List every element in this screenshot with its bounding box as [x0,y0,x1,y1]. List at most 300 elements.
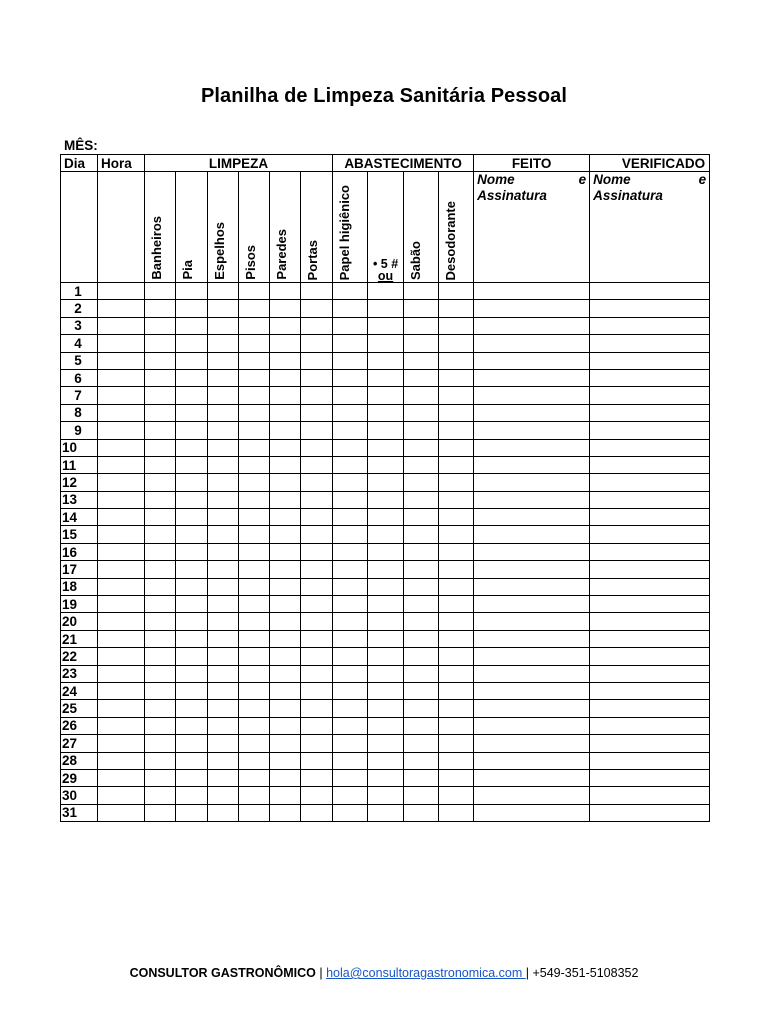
table-cell[interactable] [404,804,439,821]
table-cell[interactable] [145,491,176,508]
table-cell[interactable] [208,613,239,630]
table-cell[interactable] [270,787,301,804]
table-cell[interactable] [208,317,239,334]
table-cell[interactable] [368,543,404,560]
table-cell[interactable] [176,543,208,560]
table-cell[interactable] [270,578,301,595]
table-cell[interactable] [404,283,439,300]
table-cell[interactable] [439,717,474,734]
table-cell[interactable] [208,474,239,491]
table-cell[interactable] [439,474,474,491]
table-cell[interactable] [301,352,333,369]
table-cell[interactable] [368,630,404,647]
table-cell[interactable] [333,804,368,821]
table-cell[interactable] [368,335,404,352]
table-cell[interactable] [98,300,145,317]
table-cell[interactable] [590,352,710,369]
table-cell[interactable] [368,561,404,578]
table-cell[interactable] [208,422,239,439]
table-cell[interactable] [439,752,474,769]
table-cell[interactable] [208,787,239,804]
table-cell[interactable] [439,769,474,786]
table-cell[interactable] [404,335,439,352]
table-cell[interactable] [301,700,333,717]
table-cell[interactable] [176,300,208,317]
table-cell[interactable] [404,717,439,734]
table-cell[interactable] [176,491,208,508]
table-cell[interactable] [145,769,176,786]
table-cell[interactable] [145,717,176,734]
table-cell[interactable] [439,804,474,821]
table-cell[interactable] [208,561,239,578]
table-cell[interactable] [474,456,590,473]
table-cell[interactable] [176,387,208,404]
table-cell[interactable] [439,352,474,369]
table-cell[interactable] [176,335,208,352]
table-cell[interactable] [98,439,145,456]
table-cell[interactable] [239,317,270,334]
table-cell[interactable] [474,404,590,421]
table-cell[interactable] [239,700,270,717]
table-cell[interactable] [239,665,270,682]
table-cell[interactable] [474,422,590,439]
table-cell[interactable] [98,596,145,613]
table-cell[interactable] [439,700,474,717]
table-cell[interactable] [239,300,270,317]
table-cell[interactable] [404,630,439,647]
table-cell[interactable] [404,769,439,786]
table-cell[interactable] [439,578,474,595]
table-cell[interactable] [208,526,239,543]
table-cell[interactable] [301,283,333,300]
table-cell[interactable] [333,596,368,613]
table-cell[interactable] [176,422,208,439]
table-cell[interactable] [270,735,301,752]
table-cell[interactable] [208,283,239,300]
table-cell[interactable] [98,387,145,404]
table-cell[interactable] [590,804,710,821]
table-cell[interactable] [590,439,710,456]
table-cell[interactable] [368,613,404,630]
table-cell[interactable] [98,682,145,699]
table-cell[interactable] [176,578,208,595]
table-cell[interactable] [176,369,208,386]
table-cell[interactable] [404,578,439,595]
table-cell[interactable] [474,439,590,456]
table-cell[interactable] [301,474,333,491]
table-cell[interactable] [208,578,239,595]
table-cell[interactable] [239,352,270,369]
table-cell[interactable] [301,317,333,334]
table-cell[interactable] [145,735,176,752]
table-cell[interactable] [270,648,301,665]
table-cell[interactable] [239,648,270,665]
table-cell[interactable] [98,648,145,665]
table-cell[interactable] [333,578,368,595]
table-cell[interactable] [439,439,474,456]
table-cell[interactable] [145,543,176,560]
table-cell[interactable] [404,613,439,630]
table-cell[interactable] [439,526,474,543]
table-cell[interactable] [333,491,368,508]
table-cell[interactable] [368,735,404,752]
table-cell[interactable] [208,404,239,421]
table-cell[interactable] [474,387,590,404]
table-cell[interactable] [333,369,368,386]
table-cell[interactable] [368,439,404,456]
table-cell[interactable] [333,648,368,665]
table-cell[interactable] [333,335,368,352]
table-cell[interactable] [145,804,176,821]
table-cell[interactable] [590,769,710,786]
table-cell[interactable] [239,561,270,578]
table-cell[interactable] [590,578,710,595]
table-cell[interactable] [270,561,301,578]
table-cell[interactable] [239,439,270,456]
table-cell[interactable] [439,682,474,699]
table-cell[interactable] [98,578,145,595]
table-cell[interactable] [208,300,239,317]
table-cell[interactable] [590,404,710,421]
table-cell[interactable] [590,787,710,804]
table-cell[interactable] [98,526,145,543]
table-cell[interactable] [208,630,239,647]
table-cell[interactable] [145,613,176,630]
table-cell[interactable] [145,596,176,613]
table-cell[interactable] [239,387,270,404]
table-cell[interactable] [404,596,439,613]
table-cell[interactable] [270,769,301,786]
table-cell[interactable] [404,456,439,473]
table-cell[interactable] [176,665,208,682]
table-cell[interactable] [239,630,270,647]
table-cell[interactable] [474,752,590,769]
table-cell[interactable] [145,752,176,769]
table-cell[interactable] [333,526,368,543]
table-cell[interactable] [590,456,710,473]
table-cell[interactable] [270,369,301,386]
table-cell[interactable] [474,665,590,682]
table-cell[interactable] [270,596,301,613]
table-cell[interactable] [439,648,474,665]
table-cell[interactable] [301,369,333,386]
table-cell[interactable] [333,422,368,439]
table-cell[interactable] [333,300,368,317]
table-cell[interactable] [404,543,439,560]
table-cell[interactable] [176,317,208,334]
table-cell[interactable] [404,665,439,682]
table-cell[interactable] [145,283,176,300]
table-cell[interactable] [368,317,404,334]
table-cell[interactable] [270,665,301,682]
table-cell[interactable] [590,717,710,734]
table-cell[interactable] [333,543,368,560]
table-cell[interactable] [301,335,333,352]
table-cell[interactable] [368,665,404,682]
table-cell[interactable] [439,630,474,647]
table-cell[interactable] [270,283,301,300]
table-cell[interactable] [404,526,439,543]
table-cell[interactable] [333,787,368,804]
table-cell[interactable] [208,752,239,769]
table-cell[interactable] [270,335,301,352]
table-cell[interactable] [474,804,590,821]
table-cell[interactable] [439,509,474,526]
table-cell[interactable] [270,422,301,439]
table-cell[interactable] [474,509,590,526]
table-cell[interactable] [439,335,474,352]
table-cell[interactable] [404,752,439,769]
table-cell[interactable] [368,578,404,595]
table-cell[interactable] [333,752,368,769]
table-cell[interactable] [301,787,333,804]
table-cell[interactable] [368,352,404,369]
table-cell[interactable] [98,456,145,473]
table-cell[interactable] [98,804,145,821]
table-cell[interactable] [176,682,208,699]
table-cell[interactable] [439,387,474,404]
table-cell[interactable] [270,352,301,369]
table-cell[interactable] [590,630,710,647]
table-cell[interactable] [98,630,145,647]
table-cell[interactable] [368,387,404,404]
table-cell[interactable] [301,491,333,508]
table-cell[interactable] [176,439,208,456]
table-cell[interactable] [333,283,368,300]
table-cell[interactable] [239,596,270,613]
table-cell[interactable] [404,474,439,491]
table-cell[interactable] [176,630,208,647]
table-cell[interactable] [239,735,270,752]
table-cell[interactable] [439,404,474,421]
table-cell[interactable] [176,404,208,421]
table-cell[interactable] [333,474,368,491]
table-cell[interactable] [270,317,301,334]
table-cell[interactable] [208,352,239,369]
table-cell[interactable] [145,422,176,439]
table-cell[interactable] [404,369,439,386]
table-cell[interactable] [404,682,439,699]
table-cell[interactable] [474,648,590,665]
table-cell[interactable] [301,422,333,439]
table-cell[interactable] [301,769,333,786]
table-cell[interactable] [176,474,208,491]
table-cell[interactable] [474,613,590,630]
table-cell[interactable] [590,491,710,508]
table-cell[interactable] [404,439,439,456]
table-cell[interactable] [145,456,176,473]
table-cell[interactable] [98,317,145,334]
table-cell[interactable] [239,543,270,560]
table-cell[interactable] [474,543,590,560]
table-cell[interactable] [333,613,368,630]
table-cell[interactable] [474,578,590,595]
table-cell[interactable] [333,509,368,526]
table-cell[interactable] [208,735,239,752]
table-cell[interactable] [176,352,208,369]
table-cell[interactable] [270,439,301,456]
table-cell[interactable] [301,648,333,665]
table-cell[interactable] [145,630,176,647]
table-cell[interactable] [333,439,368,456]
table-cell[interactable] [474,317,590,334]
table-cell[interactable] [270,700,301,717]
table-cell[interactable] [404,491,439,508]
table-cell[interactable] [270,543,301,560]
table-cell[interactable] [301,717,333,734]
table-cell[interactable] [145,317,176,334]
table-cell[interactable] [301,509,333,526]
table-cell[interactable] [368,422,404,439]
table-cell[interactable] [270,630,301,647]
table-cell[interactable] [590,752,710,769]
table-cell[interactable] [239,491,270,508]
table-cell[interactable] [439,543,474,560]
table-cell[interactable] [176,526,208,543]
table-cell[interactable] [590,422,710,439]
table-cell[interactable] [208,509,239,526]
table-cell[interactable] [208,769,239,786]
table-cell[interactable] [145,352,176,369]
table-cell[interactable] [98,422,145,439]
table-cell[interactable] [98,700,145,717]
table-cell[interactable] [368,648,404,665]
table-cell[interactable] [368,300,404,317]
table-cell[interactable] [439,613,474,630]
table-cell[interactable] [176,456,208,473]
table-cell[interactable] [590,509,710,526]
table-cell[interactable] [208,682,239,699]
table-cell[interactable] [333,404,368,421]
table-cell[interactable] [404,404,439,421]
table-cell[interactable] [98,369,145,386]
table-cell[interactable] [145,682,176,699]
table-cell[interactable] [474,735,590,752]
table-cell[interactable] [439,596,474,613]
table-cell[interactable] [404,648,439,665]
table-cell[interactable] [404,735,439,752]
table-cell[interactable] [301,456,333,473]
table-cell[interactable] [270,474,301,491]
table-cell[interactable] [590,735,710,752]
table-cell[interactable] [145,665,176,682]
table-cell[interactable] [474,596,590,613]
table-cell[interactable] [333,630,368,647]
table-cell[interactable] [474,682,590,699]
table-cell[interactable] [368,456,404,473]
table-cell[interactable] [368,283,404,300]
table-cell[interactable] [404,422,439,439]
table-cell[interactable] [474,561,590,578]
table-cell[interactable] [239,456,270,473]
table-cell[interactable] [474,700,590,717]
table-cell[interactable] [333,769,368,786]
table-cell[interactable] [145,404,176,421]
table-cell[interactable] [98,752,145,769]
table-cell[interactable] [301,613,333,630]
table-cell[interactable] [208,387,239,404]
table-cell[interactable] [270,717,301,734]
table-cell[interactable] [98,509,145,526]
table-cell[interactable] [439,735,474,752]
table-cell[interactable] [301,752,333,769]
table-cell[interactable] [270,509,301,526]
table-cell[interactable] [208,335,239,352]
table-cell[interactable] [98,543,145,560]
table-cell[interactable] [98,735,145,752]
table-cell[interactable] [590,543,710,560]
table-cell[interactable] [333,456,368,473]
table-cell[interactable] [98,335,145,352]
table-cell[interactable] [474,352,590,369]
table-cell[interactable] [145,648,176,665]
table-cell[interactable] [404,700,439,717]
table-cell[interactable] [333,387,368,404]
table-cell[interactable] [145,578,176,595]
table-cell[interactable] [239,526,270,543]
table-cell[interactable] [145,787,176,804]
table-cell[interactable] [368,804,404,821]
table-cell[interactable] [439,317,474,334]
table-cell[interactable] [239,613,270,630]
table-cell[interactable] [404,352,439,369]
table-cell[interactable] [474,335,590,352]
table-cell[interactable] [333,561,368,578]
table-cell[interactable] [368,682,404,699]
table-cell[interactable] [439,300,474,317]
table-cell[interactable] [301,665,333,682]
table-cell[interactable] [176,769,208,786]
table-cell[interactable] [270,404,301,421]
table-cell[interactable] [474,769,590,786]
table-cell[interactable] [368,491,404,508]
table-cell[interactable] [98,352,145,369]
table-cell[interactable] [301,596,333,613]
table-cell[interactable] [368,369,404,386]
table-cell[interactable] [176,596,208,613]
table-cell[interactable] [176,787,208,804]
table-cell[interactable] [590,561,710,578]
table-cell[interactable] [590,474,710,491]
table-cell[interactable] [270,300,301,317]
table-cell[interactable] [333,735,368,752]
table-cell[interactable] [176,509,208,526]
table-cell[interactable] [439,283,474,300]
table-cell[interactable] [270,491,301,508]
table-cell[interactable] [270,613,301,630]
table-cell[interactable] [439,369,474,386]
table-cell[interactable] [145,439,176,456]
table-cell[interactable] [301,578,333,595]
table-cell[interactable] [439,561,474,578]
table-cell[interactable] [590,526,710,543]
table-cell[interactable] [333,700,368,717]
table-cell[interactable] [474,474,590,491]
table-cell[interactable] [176,717,208,734]
table-cell[interactable] [239,283,270,300]
table-cell[interactable] [239,717,270,734]
table-cell[interactable] [590,648,710,665]
table-cell[interactable] [301,804,333,821]
table-cell[interactable] [176,561,208,578]
table-cell[interactable] [301,300,333,317]
table-cell[interactable] [590,682,710,699]
table-cell[interactable] [208,543,239,560]
table-cell[interactable] [474,526,590,543]
table-cell[interactable] [176,648,208,665]
table-cell[interactable] [208,491,239,508]
table-cell[interactable] [439,422,474,439]
